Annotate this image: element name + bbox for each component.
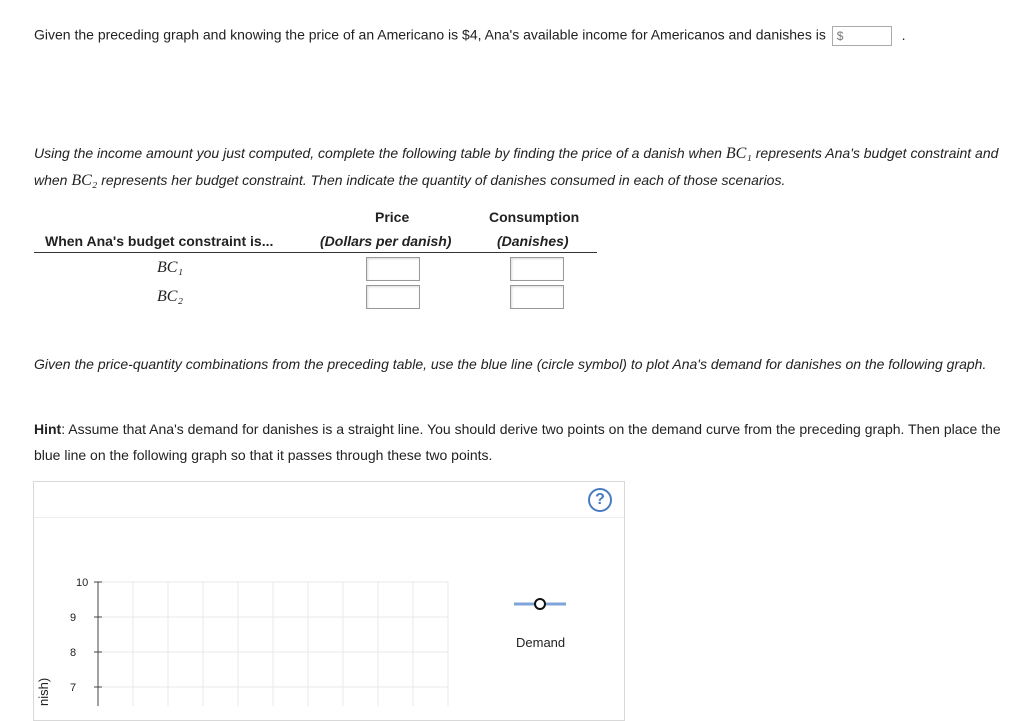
demand-legend-tool[interactable]	[514, 599, 566, 609]
income-question-period: .	[901, 26, 906, 43]
row-label-bc1: BC₁	[157, 259, 184, 276]
currency-symbol: $	[836, 29, 844, 43]
bc1-price-input[interactable]	[366, 257, 420, 281]
y-axis-label: nish)	[36, 677, 51, 706]
demand-circle-icon[interactable]	[535, 599, 545, 609]
demand-legend-label: Demand	[516, 635, 566, 650]
budget-constraint-header: When Ana's budget constraint is...	[45, 233, 274, 249]
price-header: Price	[375, 209, 410, 225]
instructions-text-3: represents her budget constraint. Then indicate the quantity of danishes consumed in each of those scenarios.	[97, 172, 786, 188]
bc2-price-input[interactable]	[366, 285, 420, 309]
row-label-bc2: BC₂	[157, 288, 184, 305]
hint-paragraph	[34, 416, 1019, 468]
table-header-divider	[34, 252, 597, 253]
instructions-text-2: represents Ana's budget constraint and when	[34, 145, 999, 188]
y-tick-label: 8	[70, 647, 77, 659]
graph-panel-divider	[34, 517, 624, 518]
income-question	[34, 26, 906, 46]
bc2-consumption-input[interactable]	[510, 285, 564, 309]
hint-text: : Assume that Ana's demand for danishes is a straight line. You should derive two points on the demand curve from the preceding graph. Then place the blue line on the following graph so that it passes through these two points.	[34, 421, 1001, 463]
y-tick-label: 7	[70, 682, 77, 694]
instructions-bc1: BC₁	[725, 145, 752, 162]
consumption-header: Consumption	[489, 209, 580, 225]
plot-instruction: Given the price-quantity combinations from the preceding table, use the blue line (circle symbol) to plot Ana's demand for danishes on the following graph.	[34, 356, 987, 372]
instructions-bc2: BC₂	[71, 172, 98, 189]
grid	[98, 582, 448, 706]
bc1-consumption-input[interactable]	[510, 257, 564, 281]
consumption-units-header: (Danishes)	[497, 233, 569, 249]
price-units-header: (Dollars per danish)	[320, 233, 452, 249]
table-instructions	[34, 140, 1004, 194]
income-question-text: Given the preceding graph and knowing the price of an Americano is $4, Ana's available income for Americanos and danishes is	[34, 26, 826, 43]
y-tick-label: 9	[70, 612, 77, 624]
demand-graph	[34, 570, 624, 706]
help-icon[interactable]: ?	[588, 488, 612, 512]
y-tick-label: 10	[76, 577, 89, 589]
instructions-text-1: Using the income amount you just computed, complete the following table by finding the price of a danish when	[34, 145, 726, 161]
income-input[interactable]	[832, 26, 892, 46]
hint-label: Hint	[34, 421, 62, 437]
